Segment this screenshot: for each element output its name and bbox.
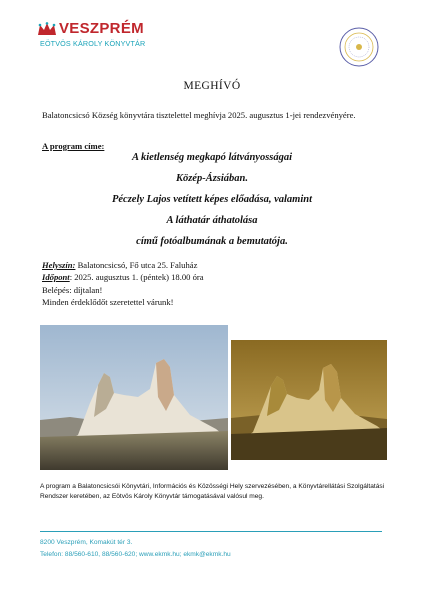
venue-line (42, 260, 197, 270)
sepia-landscape-photo (231, 340, 387, 460)
venue-label: Helyszín: (42, 260, 76, 270)
date-label: Időpont (42, 272, 70, 282)
date-value: : 2025. augusztus 1. (péntek) 18.00 óra (69, 272, 204, 282)
program-line: A láthatár áthatolása (166, 215, 258, 226)
welcome-text: Minden érdeklődőt szeretettel várunk! (42, 297, 174, 307)
entry-text: Belépés: díjtalan! (42, 285, 103, 295)
date-line (42, 272, 204, 282)
anniversary-seal-icon (338, 26, 380, 68)
footer-address: 8200 Veszprém, Komakút tér 3. (40, 539, 133, 546)
program-label: A program címe: (42, 141, 105, 151)
color-landscape-photo (40, 325, 228, 470)
library-logo (38, 20, 168, 60)
program-line: Péczely Lajos vetített képes előadása, valamint (111, 194, 313, 205)
venue-value: Balatoncsicsó, Fő utca 25. Faluház (75, 260, 198, 270)
intro-text: Balatoncsicsó Község könyvtára tisztelettel meghívja 2025. augusztus 1-jei rendezvényére. (42, 110, 356, 120)
crown-icon (38, 22, 56, 36)
program-line: A kietlenség megkapó látványosságai (131, 152, 293, 163)
program-line: című fotóalbumának a bemutatója. (136, 236, 288, 247)
program-line: Közép-Ázsiában. (175, 173, 249, 184)
footer-divider (40, 531, 382, 532)
footer-contact: Telefon: 88/560-610, 88/560-620; www.ekmk.hu; ekmk@ekmk.hu (40, 551, 231, 558)
brand-name: VESZPRÉM (59, 20, 144, 37)
footer-note: A program a Balatoncsicsói Könyvtári, Információs és Közösségi Hely szervezésében, a Könyvtárellátási Szolgáltatási Rendszer keretében, az Eötvös Károly Könyvtár támogatásával valósul meg. (40, 483, 385, 500)
page-title: MEGHÍVÓ (183, 80, 241, 92)
brand-subtitle: EÖTVÖS KÁROLY KÖNYVTÁR (40, 39, 146, 48)
